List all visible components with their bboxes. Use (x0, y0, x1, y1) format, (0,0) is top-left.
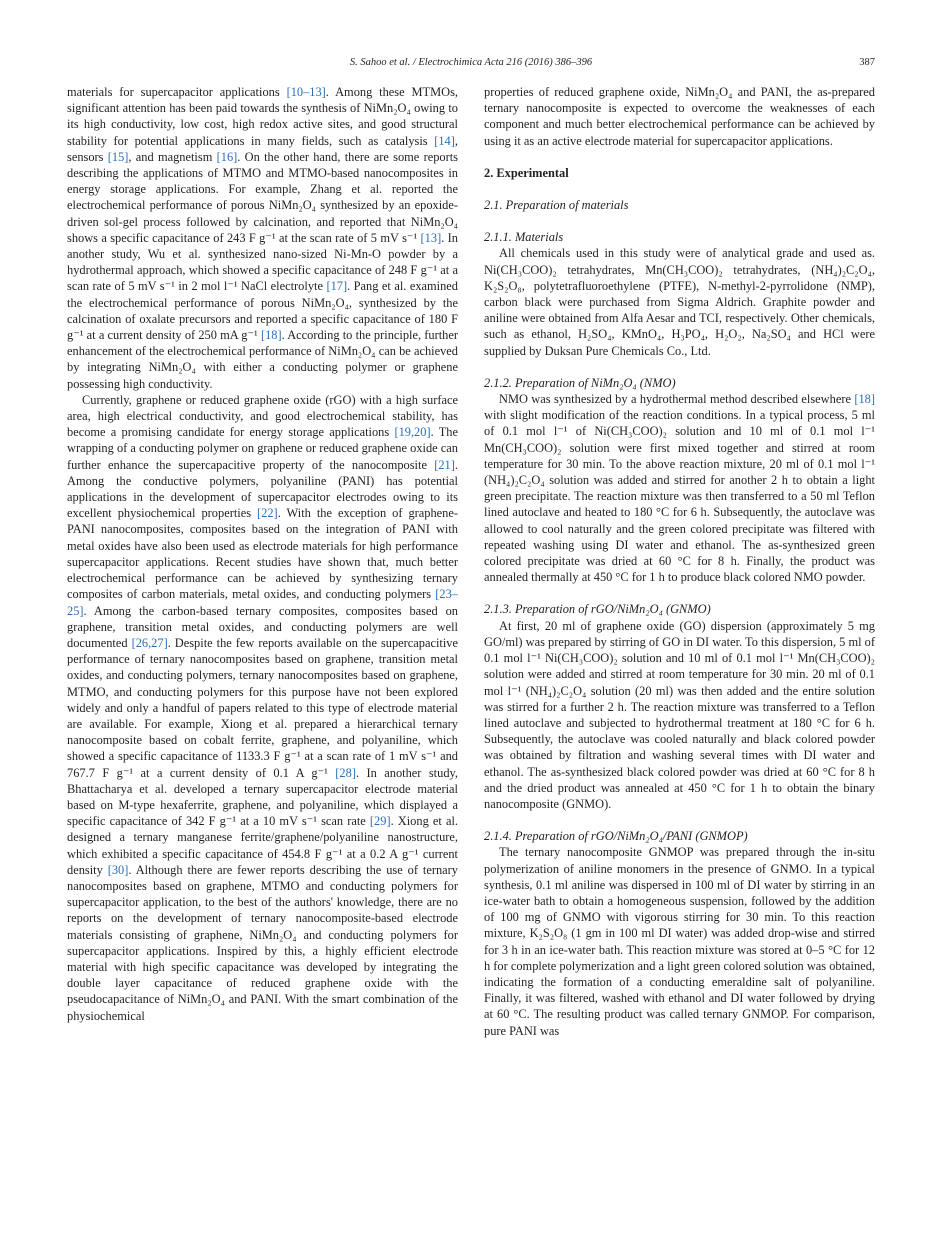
left-column (67, 84, 458, 1024)
reference-link[interactable]: [26,27] (131, 635, 168, 650)
subsection-heading-preparation: 2.1. Preparation of materials (484, 198, 629, 213)
text-run: Currently, graphene or reduced graphene oxide (rGO) with a high surface area, high electrical conductivity, and good electrochemical stability, has become a promising candidate for energy storage applications (67, 392, 458, 440)
reference-link[interactable]: [18] (260, 328, 282, 343)
text-run: NMO was synthesized by a hydrothermal method described elsewhere (499, 392, 855, 407)
paragraph-graphene (67, 392, 458, 1024)
paragraph-gnmop: The ternary nanocomposite GNMOP was prepared through the in-situ polymerization of aniline monomers in the presence of GNMO. In a typical synthesis, 0.1 ml aniline was dispersed in 100 ml of DI water by stirring in an ice-water bath to obtain a homogeneous suspension, followed by the addition of 100 mg of GNMO with vigorous stirring for 30 min. To this reaction mixture, K₂S₂O₈ (1 gm in 100 ml DI water) was added drop-wise and stirred for 3 h in an ice-water bath. This reaction mixture was stored at 0–5 °C for 12 h for complete polymerization and a light green colored solution was obtained, indicating the formation of a conducting emeraldine salt of polyaniline. Finally, it was filtered, washed with ethanol and DI water followed by drying at 60 °C. The resulting product was called ternary GNMOP. For comparison, pure PANI was (484, 845, 875, 1038)
reference-link[interactable]: [29] (369, 814, 391, 829)
text-run: with slight modification of the reaction conditions. In a typical process, 5 ml of 0.1 mol l⁻¹ of Ni(CH₃COO)₂ solution and 10 ml of 0.1 mol l⁻¹ Mn(CH₃COO)₂ solution were first mixed together and stirred at room temperature for 30 min. To the above reaction mixture, 20 ml of 0.1 mol l⁻¹ (NH₄)₂C₂O₄ solution was added and stirred for another 2 h to obtain a light green precipitate. The reaction mixture was then transferred to a 50 ml Teflon lined autoclave and heated to 180 °C for 6 h. Subsequently, the autoclave was allowed to cool naturally and the green colored precipitate was filtered with repeated washing using DI water and ethanol. The as-synthesized green colored precipitate was dried at 60 °C for 8 h. Finally, the product was annealed thermally at 450 °C for 1 h to produce black colored NMO powder. (484, 408, 875, 585)
text-run: . In another study, Bhattacharya et al. developed a ternary supercapacitor electrode material based on M-type hexaferrite, graphene, and polyaniline, which displayed a specific capacitance of 342 F g⁻¹ at a 10 mV s⁻¹ scan rate (67, 765, 459, 829)
paragraph-gnmo: At first, 20 ml of graphene oxide (GO) dispersion (approximately 5 mg GO/ml) was prepared by stirring of GO in DI water. To this dispersion, 5 ml of 0.1 mol l⁻¹ Ni(CH₃COO)₂ solution and 10 ml of 0.1 mol l⁻¹ Mn(CH₃COO)₂ solution were added and stirred at room temperature for 30 min. 20 ml of 0.1 mol l⁻¹ (NH₄)₂C₂O₄ solution (20 ml) was then added and the entire solution was stirred for a further 2 h. The reaction mixture was transferred to a Teflon lined autoclave and subjected to hydrothermal treatment at 180 °C for 6 h. Subsequently, the autoclave was cooled naturally and black colored powder was obtained by filtration and washing several times with DI water and ethanol. The as-synthesized black colored powder was dried at 60 °C for 8 h and the dried product was annealed at 450 °C for 1 h to obtain the binary nanocomposite (GNMO). (484, 618, 875, 811)
text-run: . Among these MTMOs, significant attention has been paid towards the synthesis of NiMn₂O₄ owing to its high conductivity, low cost, high redox active sites, and good structural stability for potential applications in many fields, such as catalysis (67, 85, 458, 148)
section-heading-experimental: 2. Experimental (484, 165, 569, 180)
subsubsection-heading-materials: 2.1.1. Materials (484, 230, 564, 245)
reference-link[interactable]: [19,20] (394, 425, 431, 440)
page-number: 387 (859, 57, 875, 68)
text-run: materials for supercapacitor applications (67, 85, 287, 99)
reference-link[interactable]: [13] (420, 230, 442, 245)
reference-link[interactable]: [10–13] (286, 85, 326, 99)
text-run: . On the other hand, there are some reports describing the applications of MTMO and MTMO-based nanocomposites in energy storage applications. For example, Zhang et al. reported the electrochemical performance of porous NiMn₂O₄ synthesized by an epoxide-driven sol-gel process followed by calcination, and reported that NiMn₂O₄ shows a specific capacitance of 243 F g⁻¹ at the scan rate of 5 mV s⁻¹ (67, 149, 458, 245)
paragraph-intro-end: properties of reduced graphene oxide, NiMn₂O₄ and PANI, the as-prepared ternary nanocomposite is expected to overcome the weaknesses of each component and much better electrochemical performance can be achieved by using it as an active electrode material for supercapacitor applications. (484, 85, 875, 148)
text-run: . In another study, Wu et al. synthesized nano-sized Ni-Mn-O powder by a hydrothermal approach, which showed a specific capacitance of 248 F g⁻¹ at a scan rate of 5 mV s⁻¹ in 2 mol l⁻¹ NaCl electrolyte (67, 230, 458, 294)
subsubsection-heading-gnmop: 2.1.4. Preparation of rGO/NiMn₂O₄/PANI (GNMOP) (484, 829, 748, 844)
paragraph-intro-continued (67, 84, 458, 392)
reference-link[interactable]: [30] (107, 862, 129, 877)
text-run: , sensors (67, 133, 458, 164)
subsubsection-heading-gnmo: 2.1.3. Preparation of rGO/NiMn₂O₄ (GNMO) (484, 602, 711, 617)
text-run: . Xiong et al. designed a ternary manganese ferrite/graphene/polyaniline nanostructure, which exhibited a specific capacitance of 454.8 F g⁻¹ at a 0.2 A g⁻¹ current density (67, 814, 458, 877)
reference-link[interactable]: [22] (257, 506, 278, 521)
text-run: . Despite the few reports available on the supercapacitive performance of ternary nanocomposites based on graphene, transition metal oxides, and conducting polymers, ternary nanocomposites based on graphene, MTMO, and conducting polymers for this purpose have not been explored widely and only a handful of papers related to this type of electrode material are available. For example, Xiong et al. prepared a hierarchical ternary nanocomposite based on cobalt ferrite, graphene, and polyaniline, which showed a specific capacitance of 1133.3 F g⁻¹ at a scan rate of 1 mV s⁻¹ and 767.7 F g⁻¹ at a current density of 0.1 A g⁻¹ (67, 635, 459, 780)
journal-citation: S. Sahoo et al. / Electrochimica Acta 216 (2016) 386–396 (349, 57, 593, 68)
reference-link[interactable]: [17] (326, 279, 348, 294)
text-run: , and magnetism (128, 149, 217, 164)
text-run: . Among the carbon-based ternary composites, composites based on graphene, transition metal oxides, and conducting polymers are well documented (67, 603, 458, 650)
paragraph-materials: All chemicals used in this study were of analytical grade and used as. Ni(CH₃COO)₂ tetrahydrates, Mn(CH₃COO)₂ tetrahydrates, (NH₄)₂C₂O₄, K₂S₂O₈, polytetrafluoroethylene (PTFE), N-methyl-2-pyrrolidone (NMP), carbon black were purchased from Sigma Aldrich. Graphite powder and aniline were obtained from Alfa Aesar and TCI, respectively. Other chemicals, such as ethanol, H₂SO₄, KMnO₄, H₃PO₄, H₂O₂, Na₂SO₄ and HCl were supplied by Duksan Pure Chemicals Co., Ltd. (484, 246, 875, 358)
text-run: . The wrapping of a conducting polymer on graphene or reduced graphene oxide can further enhance the supercapacitive property of the nanocomposite (67, 425, 458, 472)
running-head (67, 56, 875, 70)
reference-link[interactable]: [14] (434, 133, 455, 148)
text-run: . According to the principle, further enhancement of the electrochemical performance of NiMn₂O₄ can be achieved by integrating NiMn₂O₄ with either a conducting polymer or graphene possessing high conductivity. (67, 328, 458, 391)
right-column (484, 84, 875, 1039)
reference-link[interactable]: [28] (335, 765, 356, 780)
text-run: . Pang et al. examined the electrochemical performance of porous NiMn₂O₄, synthesized by the calcination of oxalate precursors and reported a specific capacitance of 180 F g⁻¹ at a current density of 250 mA g⁻¹ (67, 279, 458, 343)
text-run: . Although there are fewer reports describing the use of ternary nanocomposites based on graphene, MTMO and conducting polymers for supercapacitor application, to the best of the authors' knowledge, there are no reports on the development of ternary nanocomposite-based electrode materials consisting of graphene, NiMn₂O₄ and conducting polymers for supercapacitor applications. Inspired by this, a highly efficient electrode material with high specific capacitance was developed by integrating the double layer capacitance of reduced graphene oxide with the pseudocapacitance of NiMn₂O₄ and PANI. With the smart combination of the physiochemical (67, 862, 458, 1023)
reference-link[interactable]: [15] (107, 149, 129, 164)
paragraph-nmo (484, 391, 875, 585)
text-run: . With the exception of graphene-PANI nanocomposites, composites based on the integration of PANI with metal oxides have also been used as electrode materials for high performance supercapacitor applications. Recent studies have shown that, much better electrochemical performance can be achieved by synthesizing ternary composites of carbon materials, metal oxides, and conducting polymers (67, 506, 458, 602)
reference-link[interactable]: [18] (854, 392, 875, 407)
subsubsection-heading-nmo: 2.1.2. Preparation of NiMn₂O₄ (NMO) (484, 375, 676, 390)
reference-link[interactable]: [16] (216, 149, 238, 164)
reference-link[interactable]: [21] (434, 457, 455, 472)
text-run: . Among the conductive polymers, polyaniline (PANI) has potential applications in the development of supercapacitor electrodes owing to its excellent physiochemical properties (67, 457, 458, 521)
reference-link[interactable]: [23–25] (67, 587, 458, 618)
